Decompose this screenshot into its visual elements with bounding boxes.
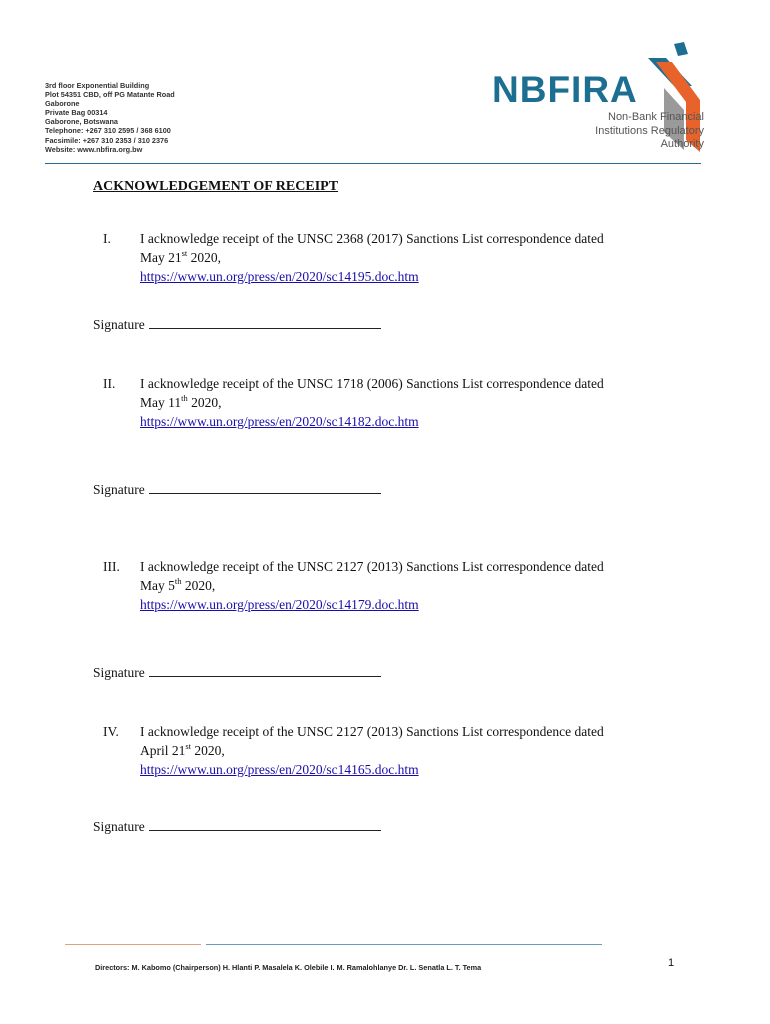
item-date (140, 393, 700, 412)
item-body (140, 722, 700, 779)
tagline-line: Authority (660, 138, 704, 150)
address-line: Website: www.nbfira.org.bw (45, 144, 143, 154)
logo-text: NBFIRA (492, 69, 638, 110)
item-date (140, 576, 700, 595)
date-year: 2020, (181, 578, 216, 593)
logo-tagline (595, 111, 704, 152)
item-numeral: I. (103, 231, 111, 246)
tagline-line: Institutions Regulatory (595, 124, 704, 137)
item-link[interactable]: https://www.un.org/press/en/2020/sc14195.doc.htm (140, 269, 419, 284)
date-suffix: th (174, 575, 182, 586)
signature-label: Signature (93, 819, 145, 834)
signature-line (149, 481, 381, 494)
date-year: 2020, (187, 250, 222, 265)
item-date (140, 248, 700, 267)
address-line: Facsimile: +267 310 2353 / 310 2376 (45, 135, 169, 145)
item-body (140, 374, 700, 431)
signature-field (93, 664, 381, 681)
item-date (140, 741, 700, 760)
document-title: ACKNOWLEDGEMENT OF RECEIPT (93, 179, 339, 194)
item-text: I acknowledge receipt of the UNSC 2127 (2013) Sanctions List correspondence dated (140, 724, 604, 739)
address-line: Telephone: +267 310 2595 / 368 6100 (45, 126, 171, 136)
signature-label: Signature (93, 482, 145, 497)
item-text: I acknowledge receipt of the UNSC 2127 (2013) Sanctions List correspondence dated (140, 559, 604, 574)
signature-label: Signature (93, 665, 145, 680)
footer-divider-blue (206, 944, 602, 945)
tagline-line: Non-Bank Financial (608, 111, 704, 123)
date-suffix: st (181, 247, 188, 258)
address-line: Private Bag 00314 (45, 108, 108, 118)
signature-field (93, 818, 381, 835)
item-link[interactable]: https://www.un.org/press/en/2020/sc14182.doc.htm (140, 414, 419, 429)
date-text: April 21 (140, 743, 186, 758)
date-year: 2020, (191, 743, 225, 758)
address-line: Gaborone (45, 99, 80, 109)
page-number: 1 (668, 957, 675, 969)
signature-line (149, 818, 381, 831)
item-numeral: IV. (103, 724, 119, 739)
date-text: May 21 (140, 250, 182, 265)
date-year: 2020, (187, 395, 222, 410)
address-line: Gaborone, Botswana (45, 117, 118, 127)
item-text: I acknowledge receipt of the UNSC 2368 (2017) Sanctions List correspondence dated (140, 231, 604, 246)
signature-field (93, 316, 381, 333)
date-suffix: st (185, 740, 192, 751)
item-link[interactable]: https://www.un.org/press/en/2020/sc14165.doc.htm (140, 762, 419, 777)
item-link[interactable]: https://www.un.org/press/en/2020/sc14179.doc.htm (140, 597, 419, 612)
footer-divider-orange (65, 944, 201, 945)
item-text: I acknowledge receipt of the UNSC 1718 (2006) Sanctions List correspondence dated (140, 376, 604, 391)
signature-line (149, 664, 381, 677)
date-text: May 5 (140, 578, 175, 593)
item-numeral: II. (103, 376, 116, 391)
address-line: 3rd floor Exponential Building (45, 81, 150, 90)
directors-list: Directors: M. Kabomo (Chairperson) H. Hlanti P. Masalela K. Olebile I. M. Ramalohlanye Dr. L. Senatla L. T. Tema (95, 963, 482, 972)
signature-label: Signature (93, 317, 145, 332)
signature-field (93, 481, 381, 498)
signature-line (149, 316, 381, 329)
date-suffix: th (181, 392, 188, 403)
address-line: Plot 54351 CBD, off PG Matante Road (45, 90, 175, 100)
address-block (45, 81, 175, 154)
item-numeral: III. (103, 559, 120, 574)
item-body (140, 229, 700, 286)
header-divider (45, 163, 701, 164)
date-text: May 11 (140, 395, 182, 410)
item-body (140, 557, 700, 614)
